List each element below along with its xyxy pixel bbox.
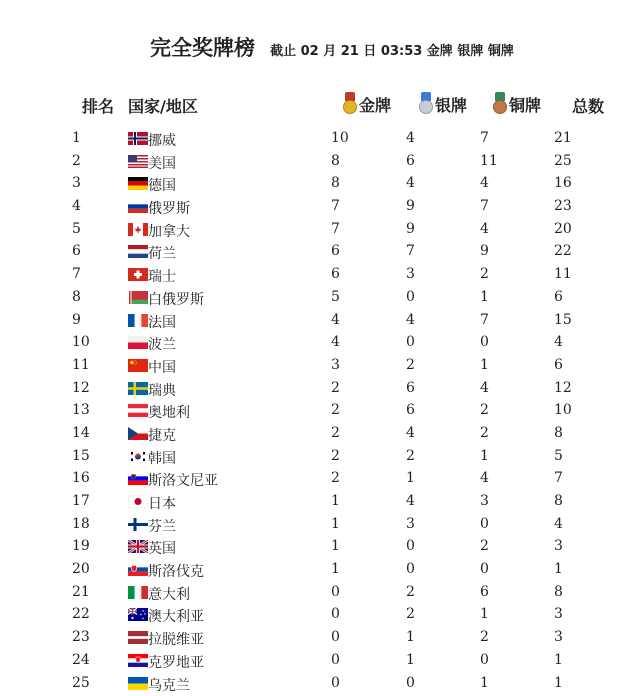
gold-count: 4 [331,311,340,328]
bronze-count: 1 [480,288,489,305]
country-name: 澳大利亚 [148,609,204,626]
total-count: 25 [554,152,572,169]
country-name: 芬兰 [148,518,176,535]
bronze-count: 1 [480,606,489,623]
table-row [0,218,637,241]
header-rank: 排名 [82,97,115,116]
table-row [0,172,637,195]
rank-cell: 14 [72,424,90,441]
country-name: 挪威 [148,133,176,149]
country-name: 拉脱维亚 [148,632,204,649]
gold-count: 2 [331,402,340,419]
netherlands-flag-icon [128,245,148,258]
silver-count: 2 [406,583,415,600]
total-count: 8 [554,424,563,441]
gold-count: 3 [331,356,340,373]
country-name: 美国 [148,155,176,172]
rank-cell: 7 [72,266,81,283]
finland-flag-icon [128,518,148,531]
title-main: 完全奖牌榜 [150,36,255,60]
bronze-count: 7 [480,311,489,328]
rank-cell: 8 [72,288,81,305]
slovenia-flag-icon [128,472,148,485]
silver-count: 2 [406,447,415,464]
gold-count: 7 [331,198,340,215]
gold-count: 0 [331,674,340,691]
table-row [0,649,637,672]
total-count: 3 [554,538,563,555]
rank-cell: 6 [72,243,81,260]
table-row [0,127,637,150]
total-count: 16 [554,175,572,192]
table-row [0,195,637,218]
silver-count: 6 [406,379,415,396]
country-name: 克罗地亚 [148,654,204,671]
total-count: 22 [554,243,572,260]
gold-count: 0 [331,651,340,668]
china-flag-icon [128,359,148,372]
silver-medal-icon [418,92,434,116]
silver-count: 4 [406,175,415,192]
table-row [0,490,637,513]
rank-cell: 16 [72,470,90,487]
silver-count: 0 [406,674,415,691]
table-row [0,286,637,309]
gold-count: 8 [331,152,340,169]
austria-flag-icon [128,404,148,417]
country-name: 斯洛文尼亚 [148,473,218,490]
bronze-count: 9 [480,243,489,260]
silver-count: 2 [406,606,415,623]
italy-flag-icon [128,586,148,599]
bronze-count: 1 [480,674,489,691]
header-silver-label: 银牌 [435,96,468,115]
sweden-flag-icon [128,382,148,395]
gold-count: 8 [331,175,340,192]
bronze-count: 7 [480,130,489,146]
rank-cell: 10 [72,334,90,351]
gold-count: 0 [331,583,340,600]
gold-count: 2 [331,424,340,441]
header-gold-label: 金牌 [359,96,392,115]
country-name: 日本 [148,496,176,512]
france-flag-icon [128,314,148,327]
page-title [150,32,514,62]
bronze-count: 4 [480,175,489,192]
gold-count: 2 [331,447,340,464]
country-name: 加拿大 [148,223,190,240]
country-name: 乌克兰 [148,677,190,694]
norway-flag-icon [128,132,148,145]
poland-flag-icon [128,336,148,349]
bronze-count: 2 [480,266,489,283]
silver-count: 6 [406,152,415,169]
gold-count: 1 [331,561,340,578]
silver-count: 9 [406,198,415,215]
silver-count: 0 [406,288,415,305]
rank-cell: 24 [72,651,90,668]
country-name: 波兰 [148,337,176,354]
table-row [0,422,637,445]
country-name: 中国 [148,359,176,376]
silver-count: 0 [406,561,415,578]
total-count: 1 [554,674,563,691]
total-count: 7 [554,470,563,487]
total-count: 6 [554,288,563,305]
bronze-medal-icon [492,92,508,116]
rank-cell: 1 [72,130,81,146]
canada-flag-icon [128,223,148,236]
table-row [0,309,637,332]
table-row [0,581,637,604]
total-count: 5 [554,447,563,464]
silver-count: 9 [406,220,415,237]
total-count: 3 [554,629,563,646]
bronze-count: 2 [480,424,489,441]
header-bronze-label: 铜牌 [509,96,542,115]
table-row [0,240,637,263]
bronze-count: 4 [480,470,489,487]
table-row [0,399,637,422]
table-row [0,626,637,649]
bronze-count: 11 [480,152,498,169]
rank-cell: 21 [72,583,90,600]
bronze-count: 2 [480,538,489,555]
total-count: 11 [554,266,572,283]
total-count: 8 [554,493,563,509]
rank-cell: 18 [72,515,90,532]
silver-count: 0 [406,538,415,555]
gold-count: 6 [331,243,340,260]
rank-cell: 5 [72,220,81,237]
country-name: 韩国 [148,450,176,467]
usa-flag-icon [128,155,148,168]
medal-table [0,127,637,694]
country-name: 捷克 [148,427,176,444]
rank-cell: 15 [72,447,90,464]
silver-count: 2 [406,356,415,373]
rank-cell: 20 [72,561,90,578]
gold-medal-icon [342,92,358,116]
total-count: 8 [554,583,563,600]
silver-count: 1 [406,629,415,646]
rank-cell: 3 [72,175,81,192]
rank-cell: 11 [72,356,90,373]
latvia-flag-icon [128,631,148,644]
bronze-count: 2 [480,629,489,646]
table-row [0,467,637,490]
bronze-count: 7 [480,198,489,215]
total-count: 23 [554,198,572,215]
country-name: 荷兰 [148,246,176,263]
total-count: 10 [554,402,572,419]
table-row [0,150,637,173]
table-row [0,672,637,695]
gold-count: 4 [331,334,340,351]
gold-count: 5 [331,288,340,305]
rank-cell: 12 [72,379,90,396]
title-subtitle: 截止 02 月 21 日 03:53 金牌 银牌 铜牌 [270,44,514,59]
table-row [0,445,637,468]
rank-cell: 17 [72,493,90,509]
silver-count: 4 [406,424,415,441]
header-total: 总数 [572,97,605,116]
table-row [0,331,637,354]
bronze-count: 0 [480,561,489,578]
gold-count: 1 [331,538,340,555]
gold-count: 10 [331,130,349,146]
country-name: 英国 [148,541,176,558]
bronze-count: 0 [480,334,489,351]
header-gold [342,92,391,116]
table-row [0,558,637,581]
silver-count: 3 [406,515,415,532]
total-count: 3 [554,606,563,623]
australia-flag-icon [128,608,148,621]
total-count: 4 [554,515,563,532]
table-row [0,263,637,286]
table-row [0,535,637,558]
rank-cell: 22 [72,606,90,623]
rank-cell: 4 [72,198,81,215]
uk-flag-icon [128,540,148,553]
rank-cell: 13 [72,402,90,419]
gold-count: 7 [331,220,340,237]
silver-count: 1 [406,651,415,668]
gold-count: 2 [331,470,340,487]
gold-count: 0 [331,629,340,646]
gold-count: 0 [331,606,340,623]
total-count: 1 [554,651,563,668]
total-count: 6 [554,356,563,373]
country-name: 俄罗斯 [148,201,190,218]
gold-count: 1 [331,493,340,509]
silver-count: 4 [406,493,415,509]
silver-count: 7 [406,243,415,260]
silver-count: 3 [406,266,415,283]
japan-flag-icon [128,495,148,508]
total-count: 15 [554,311,572,328]
south-korea-flag-icon [128,450,148,463]
country-name: 瑞士 [148,269,176,286]
gold-count: 1 [331,515,340,532]
header-silver [418,92,467,116]
silver-count: 4 [406,311,415,328]
rank-cell: 23 [72,629,90,646]
ukraine-flag-icon [128,677,148,690]
silver-count: 1 [406,470,415,487]
bronze-count: 4 [480,220,489,237]
bronze-count: 4 [480,379,489,396]
bronze-count: 6 [480,583,489,600]
bronze-count: 2 [480,402,489,419]
belarus-flag-icon [128,291,148,304]
country-name: 德国 [148,178,176,195]
rank-cell: 19 [72,538,90,555]
country-name: 意大利 [148,586,190,603]
total-count: 20 [554,220,572,237]
total-count: 4 [554,334,563,351]
country-name: 白俄罗斯 [148,291,204,308]
rank-cell: 25 [72,674,90,691]
switzerland-flag-icon [128,268,148,281]
germany-flag-icon [128,177,148,190]
bronze-count: 0 [480,651,489,668]
table-row [0,377,637,400]
croatia-flag-icon [128,654,148,667]
silver-count: 4 [406,130,415,146]
silver-count: 0 [406,334,415,351]
rank-cell: 9 [72,311,81,328]
bronze-count: 3 [480,493,489,509]
slovakia-flag-icon [128,563,148,576]
bronze-count: 1 [480,447,489,464]
country-name: 斯洛伐克 [148,564,204,581]
gold-count: 6 [331,266,340,283]
bronze-count: 1 [480,356,489,373]
total-count: 1 [554,561,563,578]
czech-flag-icon [128,427,148,440]
table-row [0,513,637,536]
header-bronze [492,92,541,116]
gold-count: 2 [331,379,340,396]
rank-cell: 2 [72,152,81,169]
country-name: 瑞典 [148,382,176,399]
bronze-count: 0 [480,515,489,532]
table-row [0,603,637,626]
country-name: 奥地利 [148,405,190,422]
total-count: 21 [554,130,572,146]
silver-count: 6 [406,402,415,419]
table-row [0,354,637,377]
country-name: 法国 [148,314,176,331]
header-country: 国家/地区 [128,97,198,116]
russia-flag-icon [128,200,148,213]
total-count: 12 [554,379,572,396]
